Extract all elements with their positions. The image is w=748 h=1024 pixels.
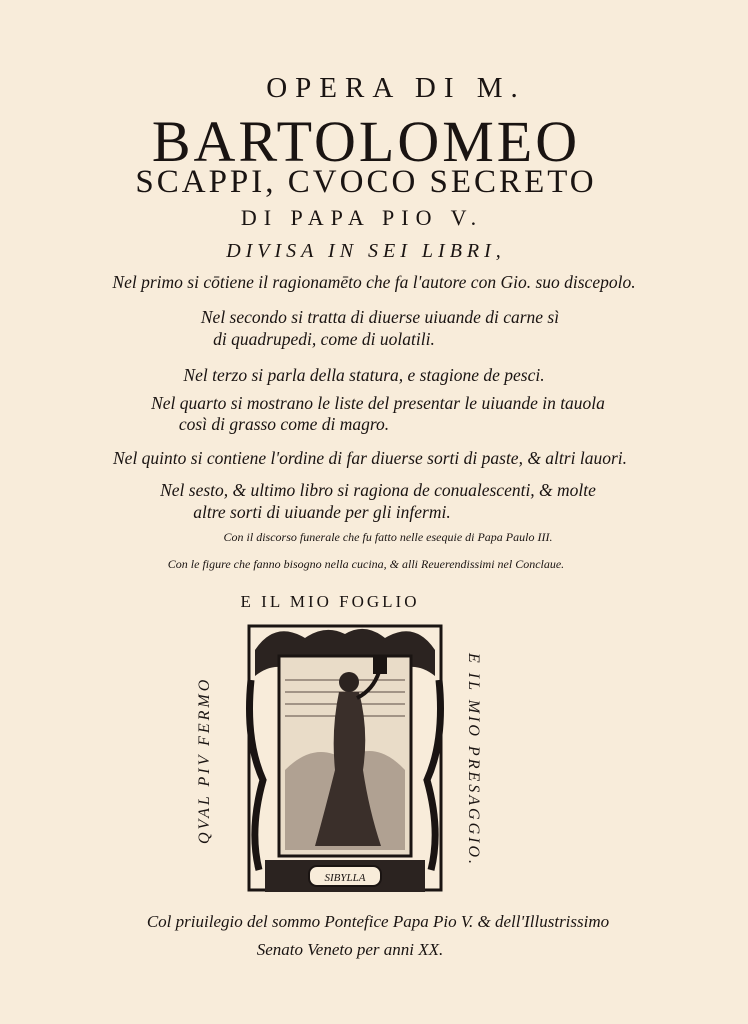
- book-six-text-cont: altre sorti di uiuande per gli infermi.: [193, 502, 451, 522]
- privilege-line-2: Senato Veneto per anni XX.: [256, 940, 444, 959]
- funeral-discourse-note: Con il discorso funerale che fu fatto nelle esequie di Papa Paulo III.: [223, 530, 553, 544]
- figures-note: Con le figure che fanno bisogno nella cucina, & alli Reuerendissimi nel Conclaue.: [167, 557, 565, 571]
- motto-right: E IL MIO PRESAGGIO.: [465, 652, 482, 867]
- book-six-text: Nel sesto, & ultimo libro si ragiona de conualescenti, & molte: [160, 480, 596, 500]
- book-one-text: Nel primo si cōtiene il ragionamēto che fa l'autore con Gio. suo discepolo.: [112, 272, 636, 292]
- motto-top: E IL MIO FOGLIO: [240, 592, 420, 611]
- book-four-text-cont: così di grasso come di magro.: [178, 414, 390, 434]
- motto-left: QVAL PIV FERMO: [196, 676, 213, 844]
- sibyl-emblem: [245, 620, 445, 905]
- title-line-cook: SCAPPI, CVOCO SECRETO: [135, 164, 597, 200]
- book-five-text: Nel quinto si contiene l'ordine di far diuerse sorti di paste, & altri lauori.: [113, 448, 627, 468]
- book-three-text: Nel terzo si parla della statura, e stagione de pesci.: [183, 365, 545, 385]
- title-line-books: DIVISA IN SEI LIBRI,: [226, 240, 506, 262]
- privilege-line-1: Col priuilegio del sommo Pontefice Papa Pio V. & dell'Illustrissimo: [146, 912, 610, 931]
- emblem-label: SIBYLLA: [324, 872, 366, 884]
- book-two-text: Nel secondo si tratta di diuerse uiuande di carne sì: [200, 307, 560, 327]
- title-line-opera: OPERA DI M.: [266, 72, 526, 104]
- book-two-text-cont: di quadrupedi, come di uolatili.: [213, 329, 435, 349]
- book-four-text: Nel quarto si mostrano le liste del presentar le uiuande in tauola: [151, 393, 605, 413]
- title-line-pope: DI PAPA PIO V.: [240, 205, 484, 230]
- title-line-author: BARTOLOMEO: [151, 109, 581, 174]
